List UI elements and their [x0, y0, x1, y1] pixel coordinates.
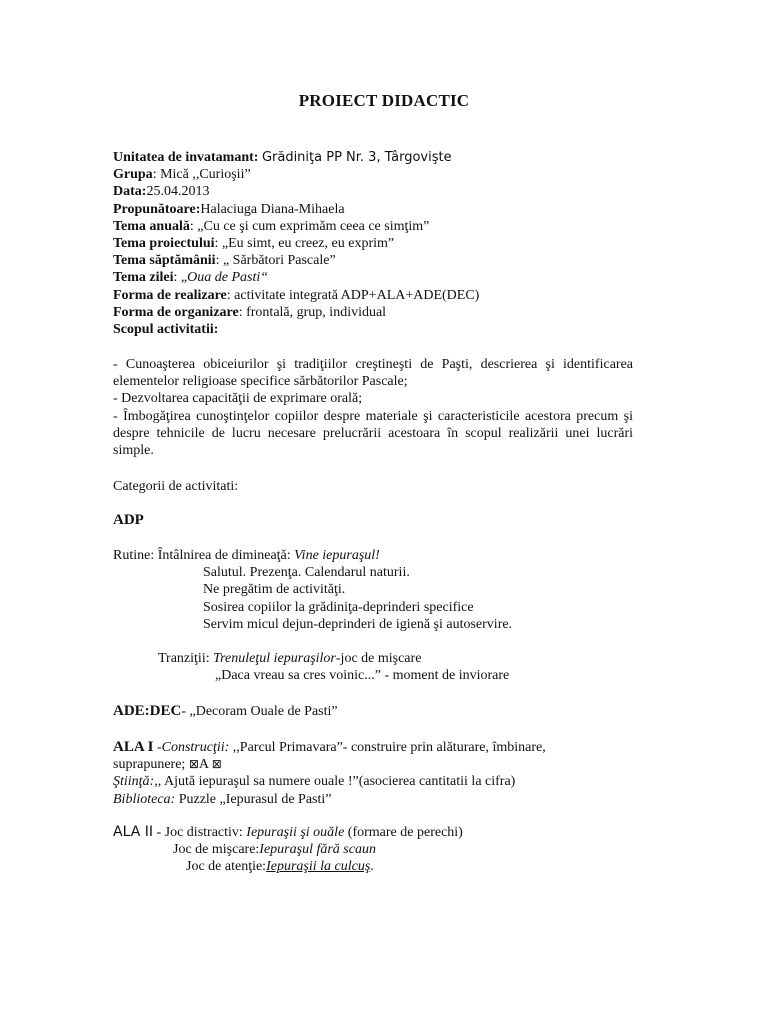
ala2-l1-prefix: - Joc distractiv: [152, 825, 247, 840]
ala2-l1-italic: Iepuraşii şi ouăle [246, 825, 345, 840]
tranzitii-line [113, 650, 713, 667]
constructii-cont: suprapunere; [113, 757, 186, 773]
propunatoare-value: Halaciuga Diana-Mihaela [200, 201, 345, 217]
ala1-stiinta-line [113, 773, 713, 790]
biblioteca-value: Puzzle „Iepurasul de Pasti” [175, 791, 332, 807]
tema-zilei-value: Oua de Pasti“ [187, 270, 269, 286]
scop-section [113, 356, 633, 459]
rutine-item-4: Servim micul dejun-deprinderi de igienă şi autoservire. [203, 616, 513, 632]
tema-anuala-value: : „Cu ce şi cum exprimăm ceea ce simţim” [189, 218, 430, 234]
grupa-value: : Mică ,,Curioşii” [152, 167, 251, 183]
data-label: Data: [113, 184, 147, 200]
ade-line [113, 703, 713, 720]
scopul-label: Scopul activitatii: [113, 322, 219, 338]
ala1-section [113, 739, 713, 808]
ala2-l2-italic: Iepuraşul fără scaun [259, 842, 376, 858]
ala1-constructii-cont [113, 756, 713, 773]
constructii-label: -Construcţii: [156, 740, 230, 755]
grupa-label: Grupa [113, 167, 153, 183]
tranzitii-rest: -joc de mişcare [335, 651, 422, 667]
ade-value: - „Decoram Ouale de Pasti” [181, 704, 338, 719]
ala1-label: ALA I [113, 739, 154, 755]
forma-organizare-label: Forma de organizare [113, 304, 239, 320]
constructii-value: ,,Parcul Primavara”- construire prin alăturare, îmbinare, [229, 740, 546, 755]
tema-saptamanii-label: Tema săptămânii [113, 253, 216, 269]
ala1-constructii-line [113, 739, 713, 756]
forma-organizare-value: : frontală, grup, individual [238, 304, 387, 320]
stiinta-value: ,, Ajută iepuraşul sa numere ouale !”(asocierea cantitatii la cifra) [154, 774, 516, 790]
tema-proiectului-label: Tema proiectului [113, 236, 215, 252]
ala2-section [113, 824, 713, 876]
tranzitii-line-2: „Daca vreau sa cres voinic...” - moment de inviorare [215, 668, 510, 684]
info-row-propunatoare [113, 201, 713, 218]
ala2-l1-rest: (formare de perechi) [344, 825, 463, 840]
rutine-item-1: Salutul. Prezenţa. Calendarul naturii. [203, 565, 410, 581]
rutine-item-2: Ne pregătim de activităţi. [203, 582, 346, 598]
tema-proiectului-value: : „Eu simt, eu creez, eu exprim” [214, 236, 395, 252]
forma-realizare-label: Forma de realizare [113, 287, 227, 303]
unitatea-value: Grădiniţa PP Nr. 3, Târgovişte [261, 150, 452, 165]
ala2-l2-prefix: Joc de mişcare: [173, 842, 260, 858]
info-row-grupa [113, 166, 713, 183]
tranzitii-label: Tranziţii: [158, 651, 214, 667]
info-row-tema-anuala [113, 218, 713, 235]
ala2-line-1 [113, 824, 713, 841]
info-row-forma-realizare [113, 287, 713, 304]
ala2-l3-prefix: Joc de atenţie: [186, 859, 267, 875]
ala2-l3-italic: Iepuraşii la culcuş [266, 859, 371, 875]
info-row-unitatea [113, 149, 713, 166]
tema-zilei-label: Tema zilei [113, 270, 174, 286]
document-title: PROIECT DIDACTIC [298, 91, 470, 110]
tema-anuala-label: Tema anuală [113, 218, 190, 234]
tema-saptamanii-value: : „ Sărbători Pascale” [215, 253, 336, 269]
adp-heading: ADP [113, 512, 144, 528]
categorii-heading: Categorii de activitati: [113, 479, 239, 494]
biblioteca-label: Biblioteca: [113, 791, 176, 807]
scop-paragraph-2: - Dezvoltarea capacităţii de exprimare orală; [113, 391, 363, 407]
ala2-label: ALA II [113, 824, 153, 840]
stiinta-label: Ştiinţă: [113, 774, 155, 790]
info-section [113, 149, 713, 338]
info-row-tema-proiectului [113, 235, 713, 252]
info-row-forma-organizare [113, 304, 713, 321]
boxed-x-icon: ⊠ [188, 757, 199, 772]
scop-paragraph-1: - Cunoaşterea obiceiurilor şi tradiţiilor creştineşti de Paşti, descrierea şi identificarea elementelor religioase specifice sărbătorilor Pascale; [113, 357, 633, 390]
rutine-label: Rutine: Întâlnirea de dimineaţă: [113, 548, 295, 563]
ala1-biblioteca-line [113, 791, 713, 808]
info-row-tema-saptamanii [113, 252, 713, 269]
adp-section [113, 547, 713, 684]
unitatea-label: Unitatea de invatamant: [113, 150, 259, 165]
ala2-l3-rest: . [370, 859, 374, 875]
rutine-italic: Vine iepuraşul! [294, 548, 380, 563]
data-value: 25.04.2013 [146, 184, 210, 200]
forma-realizare-value: : activitate integrată ADP+ALA+ADE(DEC) [226, 287, 480, 303]
propunatoare-label: Propunătoare: [113, 201, 201, 217]
info-row-tema-zilei [113, 269, 713, 286]
scop-paragraph-3: - Îmbogăţirea cunoştinţelor copiilor despre materiale şi caracteristicile acestora precum şi despre tehnicile de lucru necesare prelucrării acestoara în scopul realizării unei lucrări simple. [113, 408, 633, 459]
boxed-x-icon-2: ⊠ [211, 757, 222, 772]
ala2-line-2 [113, 841, 713, 858]
ala2-line-3 [113, 858, 713, 875]
tranzitii-italic: Trenuleţul iepuraşilor [213, 651, 336, 667]
glyph-letter: A [198, 757, 209, 773]
rutine-item-3: Sosirea copiilor la grădiniţa-deprinderi specifice [203, 599, 474, 615]
info-row-scopul [113, 321, 713, 338]
tema-zilei-prefix: : „ [173, 270, 188, 286]
ade-label: ADE:DEC [113, 703, 182, 719]
info-row-data [113, 183, 713, 200]
rutine-line [113, 547, 713, 564]
